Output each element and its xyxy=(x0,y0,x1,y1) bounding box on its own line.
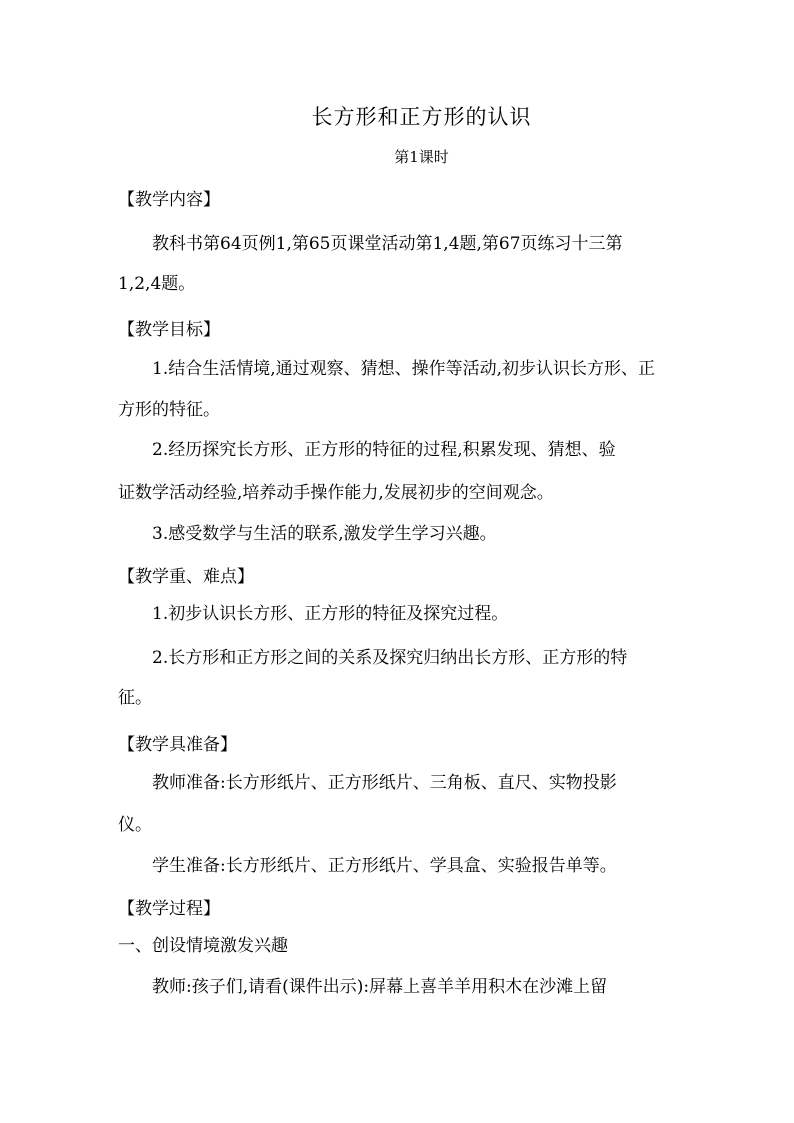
paragraph-line: 1.初步认识长方形、正方形的特征及探究过程。 xyxy=(152,604,509,624)
paragraph-line: 方形的特征。 xyxy=(118,400,220,420)
section-heading-content: 【教学内容】 xyxy=(118,190,220,210)
paragraph-line: 仪。 xyxy=(118,815,152,835)
paragraph-line: 征。 xyxy=(118,688,152,708)
lesson-subtitle: 第1课时 xyxy=(394,148,449,166)
paragraph-line: 1.结合生活情境,通过观察、猜想、操作等活动,初步认识长方形、正 xyxy=(152,359,656,379)
paragraph-line: 学生准备:长方形纸片、正方形纸片、学具盒、实验报告单等。 xyxy=(152,856,617,876)
document-title: 长方形和正方形的认识 xyxy=(311,105,532,129)
paragraph-line: 1,2,4题。 xyxy=(118,274,196,294)
paragraph-line: 教师准备:长方形纸片、正方形纸片、三角板、直尺、实物投影 xyxy=(152,773,617,793)
section-heading-objectives: 【教学目标】 xyxy=(118,320,220,340)
paragraph-line: 教科书第64页例1,第65页课堂活动第1,4题,第67页练习十三第 xyxy=(152,234,623,254)
section-heading-materials: 【教学具准备】 xyxy=(118,735,237,755)
paragraph-line: 教师:孩子们,请看(课件出示):屏幕上喜羊羊用积木在沙滩上留 xyxy=(152,977,608,997)
part-heading: 一、创设情境激发兴趣 xyxy=(118,936,288,956)
paragraph-line: 2.经历探究长方形、正方形的特征的过程,积累发现、猜想、验 xyxy=(152,440,616,460)
paragraph-line: 3.感受数学与生活的联系,激发学生学习兴趣。 xyxy=(152,524,497,544)
paragraph-line: 证数学活动经验,培养动手操作能力,发展初步的空间观念。 xyxy=(118,483,554,503)
section-heading-key-points: 【教学重、难点】 xyxy=(118,567,254,587)
section-heading-process: 【教学过程】 xyxy=(118,899,220,919)
paragraph-line: 2.长方形和正方形之间的关系及探究归纳出长方形、正方形的特 xyxy=(152,648,628,668)
